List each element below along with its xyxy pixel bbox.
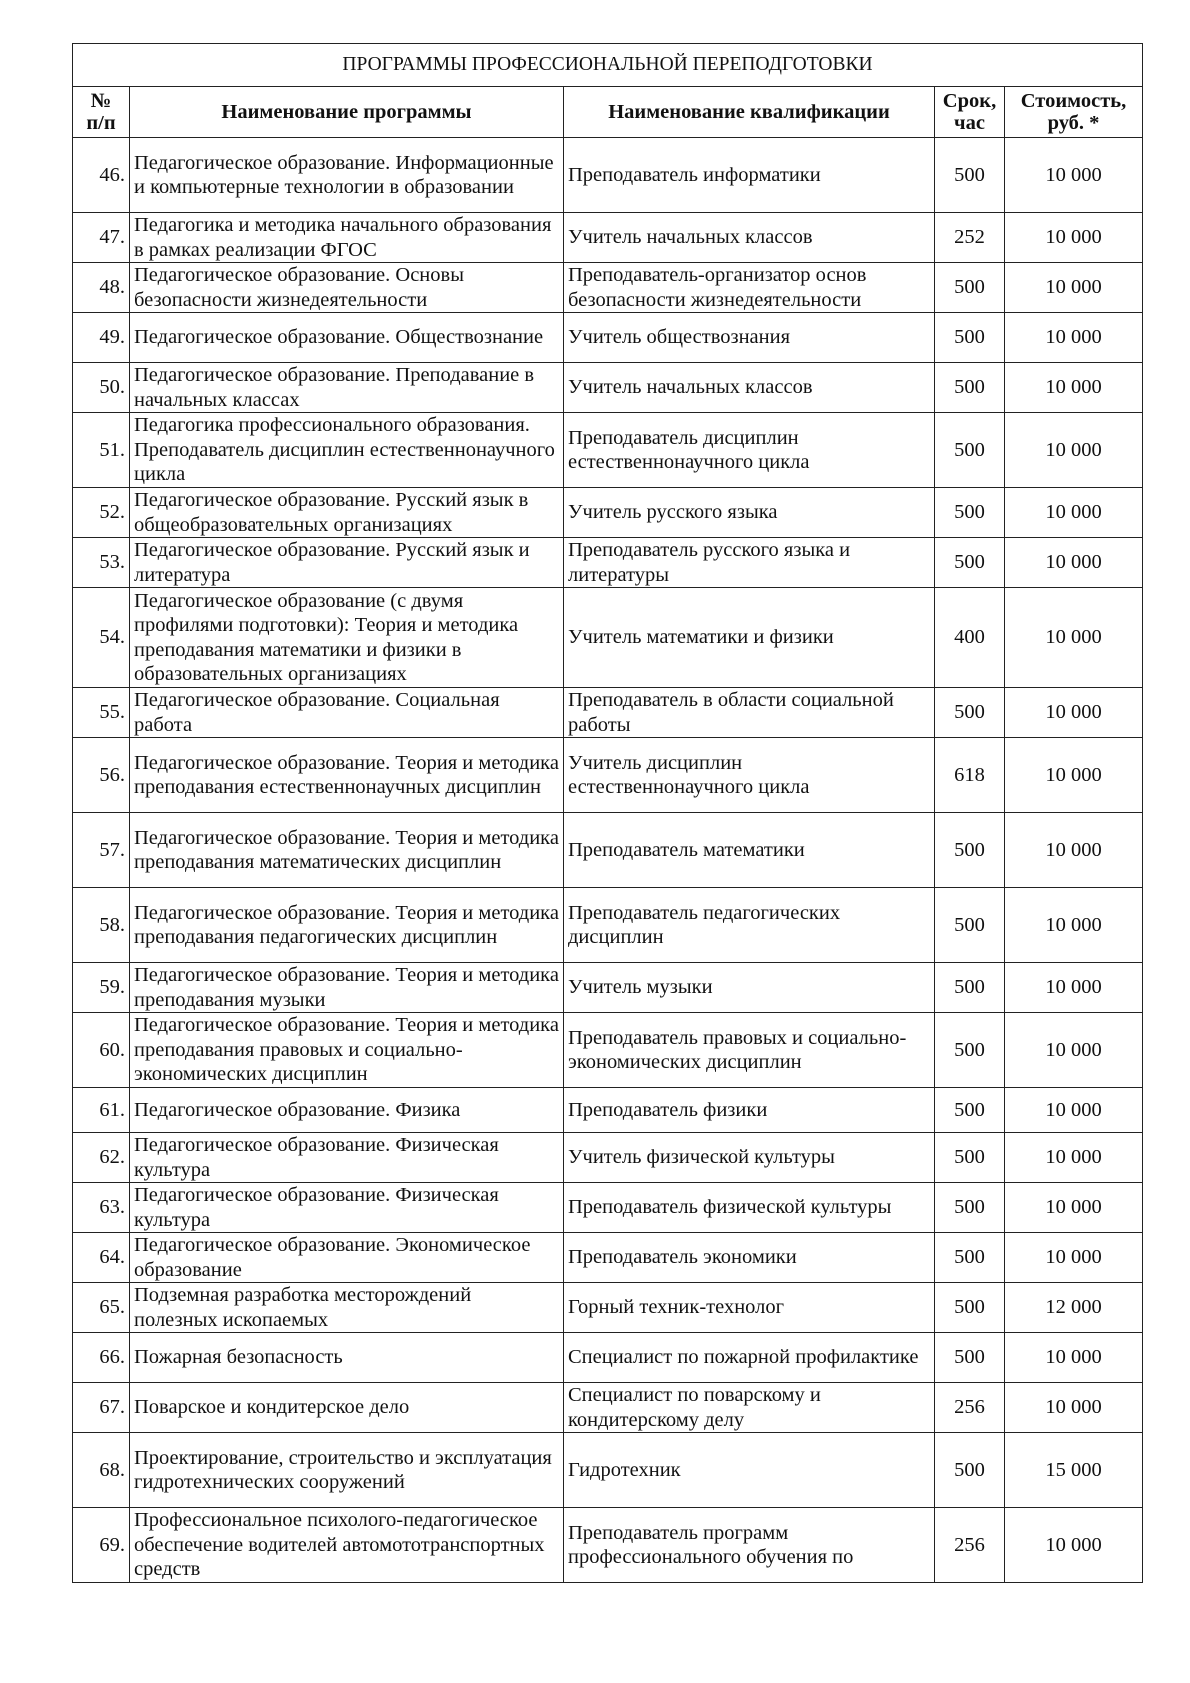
duration-hours: 500 — [935, 538, 1005, 588]
row-number: 53. — [73, 538, 130, 588]
row-number: 56. — [73, 738, 130, 813]
duration-hours: 256 — [935, 1383, 1005, 1433]
cost-rub: 15 000 — [1005, 1433, 1143, 1508]
duration-hours: 500 — [935, 363, 1005, 413]
row-number: 68. — [73, 1433, 130, 1508]
duration-hours: 252 — [935, 213, 1005, 263]
cost-rub: 10 000 — [1005, 1333, 1143, 1383]
duration-hours: 618 — [935, 738, 1005, 813]
cost-rub: 10 000 — [1005, 313, 1143, 363]
table-title: ПРОГРАММЫ ПРОФЕССИОНАЛЬНОЙ ПЕРЕПОДГОТОВКИ — [73, 44, 1143, 87]
program-name: Педагогическое образование. Физическая культура — [130, 1133, 564, 1183]
row-number: 67. — [73, 1383, 130, 1433]
duration-hours: 500 — [935, 813, 1005, 888]
table-row — [73, 1133, 1143, 1183]
cost-rub: 10 000 — [1005, 1088, 1143, 1133]
table-row — [73, 1283, 1143, 1333]
program-name: Педагогическое образование. Теория и методика преподавания музыки — [130, 963, 564, 1013]
program-name: Педагогическое образование. Основы безопасности жизнедеятельности — [130, 263, 564, 313]
header-cost: Стоимость, руб. * — [1005, 87, 1143, 138]
program-name: Педагогическое образование. Информационные и компьютерные технологии в образовании — [130, 138, 564, 213]
table-row — [73, 1433, 1143, 1508]
qualification-name: Преподаватель математики — [564, 813, 935, 888]
duration-hours: 500 — [935, 1088, 1005, 1133]
qualification-name: Преподаватель экономики — [564, 1233, 935, 1283]
program-name: Педагогическое образование. Теория и методика преподавания математических дисциплин — [130, 813, 564, 888]
header-program: Наименование программы — [130, 87, 564, 138]
table-row — [73, 1013, 1143, 1088]
cost-rub: 10 000 — [1005, 963, 1143, 1013]
program-name: Педагогическое образование. Теория и методика преподавания педагогических дисциплин — [130, 888, 564, 963]
row-number: 62. — [73, 1133, 130, 1183]
program-name: Педагогическое образование. Теория и методика преподавания правовых и социально-экономических дисциплин — [130, 1013, 564, 1088]
cost-rub: 10 000 — [1005, 1013, 1143, 1088]
table-row — [73, 538, 1143, 588]
duration-hours: 500 — [935, 1333, 1005, 1383]
header-num: № п/п — [73, 87, 130, 138]
header-qualification: Наименование квалификации — [564, 87, 935, 138]
qualification-name: Учитель начальных классов — [564, 213, 935, 263]
table-row — [73, 213, 1143, 263]
cost-rub: 10 000 — [1005, 413, 1143, 488]
cost-rub: 10 000 — [1005, 1183, 1143, 1233]
qualification-name: Преподаватель дисциплин естественнонаучного цикла — [564, 413, 935, 488]
table-row — [73, 1383, 1143, 1433]
qualification-name: Учитель начальных классов — [564, 363, 935, 413]
cost-rub: 10 000 — [1005, 888, 1143, 963]
row-number: 55. — [73, 688, 130, 738]
row-number: 63. — [73, 1183, 130, 1233]
row-number: 64. — [73, 1233, 130, 1283]
qualification-name: Учитель математики и физики — [564, 588, 935, 688]
row-number: 49. — [73, 313, 130, 363]
cost-rub: 10 000 — [1005, 588, 1143, 688]
table-row — [73, 1233, 1143, 1283]
qualification-name: Горный техник-технолог — [564, 1283, 935, 1333]
duration-hours: 500 — [935, 1233, 1005, 1283]
duration-hours: 500 — [935, 1283, 1005, 1333]
program-name: Педагогическое образование. Преподавание в начальных классах — [130, 363, 564, 413]
cost-rub: 10 000 — [1005, 813, 1143, 888]
row-number: 50. — [73, 363, 130, 413]
header-hours: Срок, час — [935, 87, 1005, 138]
row-number: 60. — [73, 1013, 130, 1088]
qualification-name: Гидротехник — [564, 1433, 935, 1508]
duration-hours: 500 — [935, 888, 1005, 963]
row-number: 69. — [73, 1508, 130, 1583]
row-number: 48. — [73, 263, 130, 313]
table-row — [73, 1508, 1143, 1583]
program-name: Подземная разработка месторождений полезных ископаемых — [130, 1283, 564, 1333]
duration-hours: 400 — [935, 588, 1005, 688]
table-row — [73, 263, 1143, 313]
program-name: Педагогическое образование. Физическая культура — [130, 1183, 564, 1233]
row-number: 52. — [73, 488, 130, 538]
table-row — [73, 413, 1143, 488]
table-row — [73, 313, 1143, 363]
row-number: 47. — [73, 213, 130, 263]
table-row — [73, 588, 1143, 688]
table-row — [73, 1333, 1143, 1383]
table-header-row — [73, 87, 1143, 138]
qualification-name: Преподаватель информатики — [564, 138, 935, 213]
cost-rub: 10 000 — [1005, 263, 1143, 313]
table-row — [73, 488, 1143, 538]
program-name: Проектирование, строительство и эксплуатация гидротехнических сооружений — [130, 1433, 564, 1508]
document-page — [72, 43, 1142, 1583]
row-number: 57. — [73, 813, 130, 888]
duration-hours: 500 — [935, 413, 1005, 488]
duration-hours: 500 — [935, 963, 1005, 1013]
cost-rub: 12 000 — [1005, 1283, 1143, 1333]
duration-hours: 500 — [935, 263, 1005, 313]
program-name: Педагогическое образование. Русский язык и литература — [130, 538, 564, 588]
program-name: Профессиональное психолого-педагогическое обеспечение водителей автомототранспортных средств — [130, 1508, 564, 1583]
duration-hours: 500 — [935, 488, 1005, 538]
table-title-row — [73, 44, 1143, 87]
qualification-name: Преподаватель русского языка и литературы — [564, 538, 935, 588]
cost-rub: 10 000 — [1005, 1233, 1143, 1283]
qualification-name: Учитель дисциплин естественнонаучного цикла — [564, 738, 935, 813]
program-name: Педагогическое образование. Социальная работа — [130, 688, 564, 738]
table-row — [73, 363, 1143, 413]
table-row — [73, 813, 1143, 888]
qualification-name: Преподаватель-организатор основ безопасности жизнедеятельности — [564, 263, 935, 313]
row-number: 66. — [73, 1333, 130, 1383]
program-name: Поварское и кондитерское дело — [130, 1383, 564, 1433]
table-row — [73, 688, 1143, 738]
programs-table — [72, 43, 1143, 1583]
cost-rub: 10 000 — [1005, 538, 1143, 588]
duration-hours: 500 — [935, 138, 1005, 213]
cost-rub: 10 000 — [1005, 738, 1143, 813]
duration-hours: 500 — [935, 1433, 1005, 1508]
duration-hours: 500 — [935, 1013, 1005, 1088]
cost-rub: 10 000 — [1005, 488, 1143, 538]
program-name: Пожарная безопасность — [130, 1333, 564, 1383]
cost-rub: 10 000 — [1005, 363, 1143, 413]
program-name: Педагогическое образование (с двумя профилями подготовки): Теория и методика преподавания математики и физики в образовательных организациях — [130, 588, 564, 688]
row-number: 65. — [73, 1283, 130, 1333]
qualification-name: Преподаватель педагогических дисциплин — [564, 888, 935, 963]
program-name: Педагогическое образование. Экономическое образование — [130, 1233, 564, 1283]
program-name: Педагогическое образование. Теория и методика преподавания естественнонаучных дисциплин — [130, 738, 564, 813]
qualification-name: Учитель музыки — [564, 963, 935, 1013]
cost-rub: 10 000 — [1005, 213, 1143, 263]
duration-hours: 500 — [935, 1183, 1005, 1233]
qualification-name: Преподаватель в области социальной работы — [564, 688, 935, 738]
program-name: Педагогическое образование. Физика — [130, 1088, 564, 1133]
qualification-name: Преподаватель правовых и социально-экономических дисциплин — [564, 1013, 935, 1088]
row-number: 54. — [73, 588, 130, 688]
duration-hours: 500 — [935, 1133, 1005, 1183]
qualification-name: Специалист по поварскому и кондитерскому делу — [564, 1383, 935, 1433]
duration-hours: 500 — [935, 688, 1005, 738]
table-row — [73, 738, 1143, 813]
table-row — [73, 1183, 1143, 1233]
program-name: Педагогика и методика начального образования в рамках реализации ФГОС — [130, 213, 564, 263]
qualification-name: Преподаватель физической культуры — [564, 1183, 935, 1233]
row-number: 51. — [73, 413, 130, 488]
program-name: Педагогическое образование. Русский язык в общеобразовательных организациях — [130, 488, 564, 538]
qualification-name: Учитель русского языка — [564, 488, 935, 538]
cost-rub: 10 000 — [1005, 688, 1143, 738]
row-number: 59. — [73, 963, 130, 1013]
qualification-name: Преподаватель физики — [564, 1088, 935, 1133]
table-row — [73, 138, 1143, 213]
row-number: 46. — [73, 138, 130, 213]
table-row — [73, 1088, 1143, 1133]
qualification-name: Преподаватель программ профессионального обучения по — [564, 1508, 935, 1583]
duration-hours: 256 — [935, 1508, 1005, 1583]
qualification-name: Специалист по пожарной профилактике — [564, 1333, 935, 1383]
qualification-name: Учитель обществознания — [564, 313, 935, 363]
program-name: Педагогическое образование. Обществознание — [130, 313, 564, 363]
row-number: 58. — [73, 888, 130, 963]
table-row — [73, 888, 1143, 963]
row-number: 61. — [73, 1088, 130, 1133]
cost-rub: 10 000 — [1005, 138, 1143, 213]
cost-rub: 10 000 — [1005, 1383, 1143, 1433]
program-name: Педагогика профессионального образования. Преподаватель дисциплин естественнонаучного цикла — [130, 413, 564, 488]
table-row — [73, 963, 1143, 1013]
cost-rub: 10 000 — [1005, 1508, 1143, 1583]
qualification-name: Учитель физической культуры — [564, 1133, 935, 1183]
cost-rub: 10 000 — [1005, 1133, 1143, 1183]
duration-hours: 500 — [935, 313, 1005, 363]
